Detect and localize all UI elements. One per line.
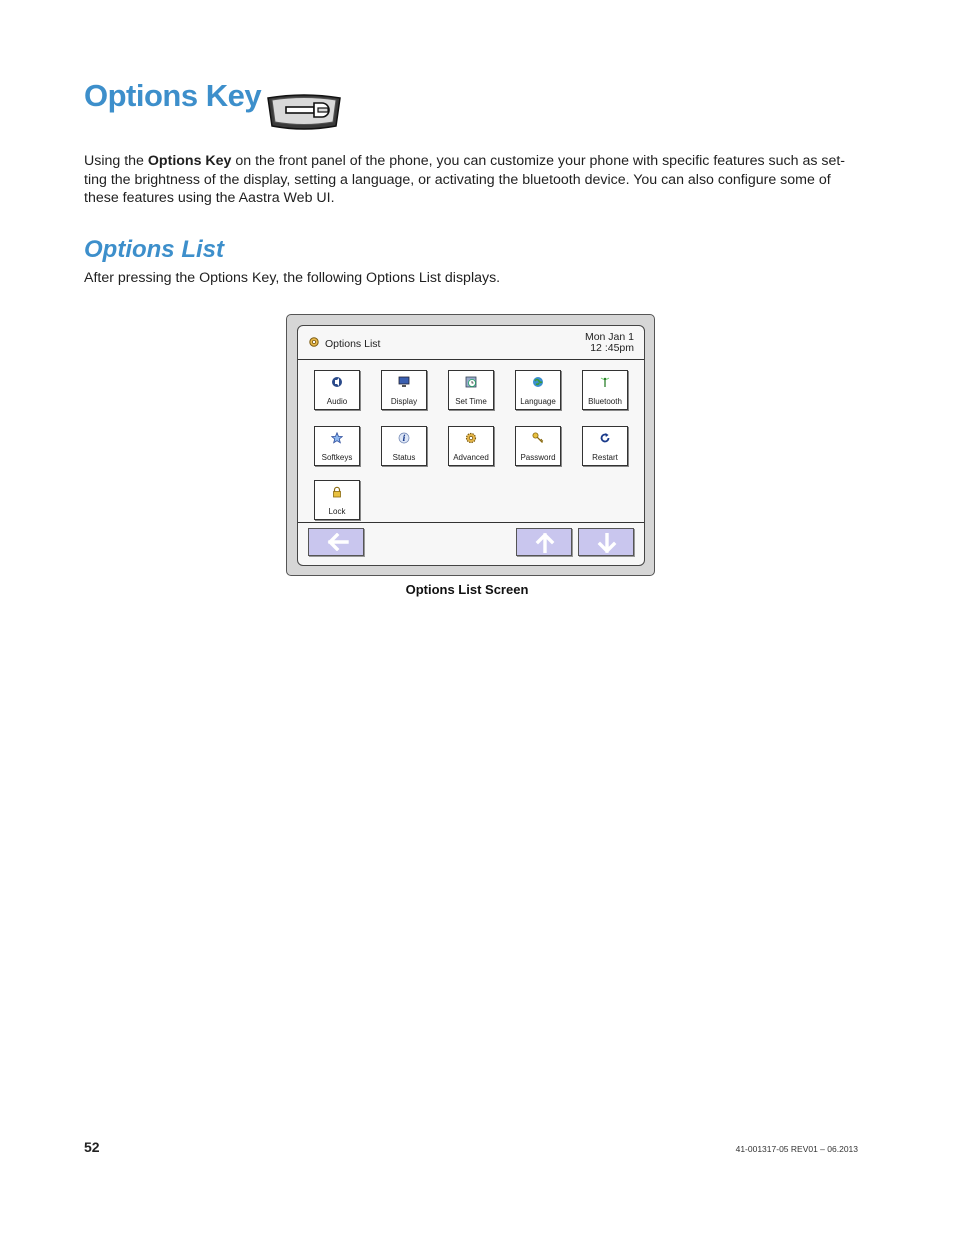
options-list-heading: Options List xyxy=(84,236,224,263)
document-id: 41-001317-05 REV01 – 06.2013 xyxy=(735,1144,858,1154)
screen-time: 12 :45pm xyxy=(590,342,634,354)
screen-datetime xyxy=(585,332,634,354)
phone-screen xyxy=(297,325,645,566)
star-icon xyxy=(331,432,343,444)
speaker-icon xyxy=(331,376,343,388)
option-language-button[interactable]: Language xyxy=(515,370,561,410)
option-bluetooth-button[interactable]: Bluetooth xyxy=(582,370,628,410)
monitor-icon xyxy=(398,376,410,388)
globe-icon xyxy=(532,376,544,388)
lock-icon xyxy=(331,486,343,498)
option-softkeys-button[interactable]: Softkeys xyxy=(314,426,360,466)
page-heading: Options Key xyxy=(84,78,262,113)
intro-paragraph: Using the Options Key on the front panel of the phone, you can customize your phone with specific features such as set-ting the brightness of the display, setting a language, or activating the bluetooth device. You can also configure some of these features using the Aastra Web UI. xyxy=(84,153,846,206)
scroll-down-button[interactable] xyxy=(578,528,634,556)
scroll-up-button[interactable] xyxy=(516,528,572,556)
arrow-left-icon xyxy=(327,533,349,551)
gear-icon xyxy=(465,432,477,444)
options-key-term: Options Key xyxy=(147,153,232,169)
option-set-time-button[interactable]: Set Time xyxy=(448,370,494,410)
option-restart-button[interactable]: Restart xyxy=(582,426,628,466)
restart-icon xyxy=(599,432,611,444)
option-status-button[interactable]: i Status xyxy=(381,426,427,466)
antenna-icon xyxy=(599,376,611,388)
arrow-up-icon xyxy=(535,533,555,553)
info-icon xyxy=(398,432,410,444)
option-audio-button[interactable]: Audio xyxy=(314,370,360,410)
options-key-icon xyxy=(264,90,344,132)
screen-navigation-bar xyxy=(298,522,644,566)
options-gear-icon xyxy=(308,336,320,348)
screen-titlebar xyxy=(298,326,644,360)
option-display-button[interactable]: Display xyxy=(381,370,427,410)
screen-date: Mon Jan 1 xyxy=(584,331,634,343)
back-button[interactable] xyxy=(308,528,364,556)
clock-icon xyxy=(465,376,477,388)
option-password-button[interactable]: Password xyxy=(515,426,561,466)
option-advanced-button[interactable]: Advanced xyxy=(448,426,494,466)
svg-text:i: i xyxy=(402,433,406,444)
option-lock-button[interactable]: Lock xyxy=(314,480,360,520)
key-icon xyxy=(532,432,544,444)
phone-screen-frame xyxy=(286,314,655,576)
page-number: 52 xyxy=(84,1139,100,1155)
arrow-down-icon xyxy=(597,533,617,553)
figure-caption: Options List Screen xyxy=(405,582,529,597)
screen-title: Options List xyxy=(325,338,381,350)
options-list-intro: After pressing the Options Key, the following Options List displays. xyxy=(84,270,501,286)
